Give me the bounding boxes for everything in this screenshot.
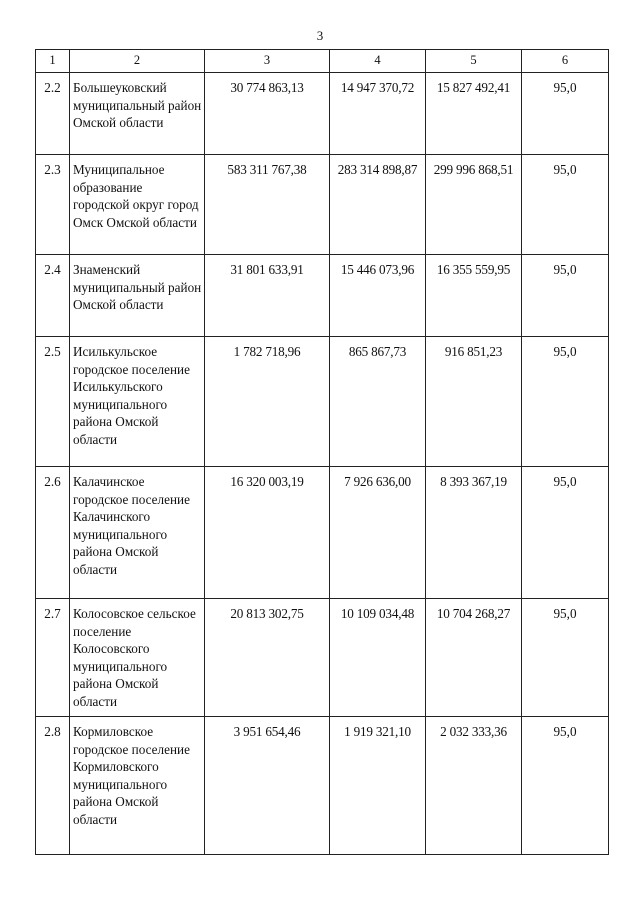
municipality-name: Муниципальное образование городской округ город Омск Омской области	[70, 155, 205, 255]
table-row	[36, 255, 609, 337]
column-header: 1	[36, 50, 70, 73]
row-number: 2.4	[36, 255, 70, 337]
percent-col6: 95,0	[522, 717, 609, 855]
municipality-name: Исилькульское городское поселение Исилькульского муниципального района Омской области	[70, 337, 205, 467]
column-header: 2	[70, 50, 205, 73]
amount-col3: 30 774 863,13	[205, 73, 330, 155]
percent-col6: 95,0	[522, 467, 609, 599]
column-header: 3	[205, 50, 330, 73]
municipality-name: Колосовское сельское поселение Колосовского муниципального района Омской области	[70, 599, 205, 717]
column-header: 5	[426, 50, 522, 73]
amount-col3: 20 813 302,75	[205, 599, 330, 717]
amount-col5: 15 827 492,41	[426, 73, 522, 155]
municipality-name: Большеуковский муниципальный район Омской области	[70, 73, 205, 155]
table-row	[36, 73, 609, 155]
amount-col5: 916 851,23	[426, 337, 522, 467]
page-number: 3	[316, 28, 324, 43]
amount-col4: 15 446 073,96	[330, 255, 426, 337]
municipality-name: Знаменский муниципальный район Омской области	[70, 255, 205, 337]
amount-col5: 10 704 268,27	[426, 599, 522, 717]
column-header: 4	[330, 50, 426, 73]
table-row	[36, 599, 609, 717]
amount-col5: 8 393 367,19	[426, 467, 522, 599]
amount-col3: 583 311 767,38	[205, 155, 330, 255]
table-row	[36, 717, 609, 855]
percent-col6: 95,0	[522, 599, 609, 717]
row-number: 2.8	[36, 717, 70, 855]
percent-col6: 95,0	[522, 337, 609, 467]
municipality-name: Калачинское городское поселение Калачинского муниципального района Омской области	[70, 467, 205, 599]
percent-col6: 95,0	[522, 73, 609, 155]
percent-col6: 95,0	[522, 155, 609, 255]
amount-col3: 3 951 654,46	[205, 717, 330, 855]
amount-col4: 7 926 636,00	[330, 467, 426, 599]
row-number: 2.7	[36, 599, 70, 717]
amount-col4: 14 947 370,72	[330, 73, 426, 155]
table-row	[36, 155, 609, 255]
amount-col3: 16 320 003,19	[205, 467, 330, 599]
amount-col4: 1 919 321,10	[330, 717, 426, 855]
row-number: 2.2	[36, 73, 70, 155]
row-number: 2.5	[36, 337, 70, 467]
amount-col5: 299 996 868,51	[426, 155, 522, 255]
table-row	[36, 467, 609, 599]
table-row	[36, 337, 609, 467]
amount-col3: 31 801 633,91	[205, 255, 330, 337]
budget-table	[35, 49, 609, 855]
amount-col3: 1 782 718,96	[205, 337, 330, 467]
amount-col4: 865 867,73	[330, 337, 426, 467]
column-header: 6	[522, 50, 609, 73]
amount-col4: 283 314 898,87	[330, 155, 426, 255]
row-number: 2.6	[36, 467, 70, 599]
municipality-name: Кормиловское городское поселение Кормиловского муниципального района Омской области	[70, 717, 205, 855]
percent-col6: 95,0	[522, 255, 609, 337]
amount-col4: 10 109 034,48	[330, 599, 426, 717]
row-number: 2.3	[36, 155, 70, 255]
amount-col5: 2 032 333,36	[426, 717, 522, 855]
amount-col5: 16 355 559,95	[426, 255, 522, 337]
table-header-row	[36, 50, 609, 73]
